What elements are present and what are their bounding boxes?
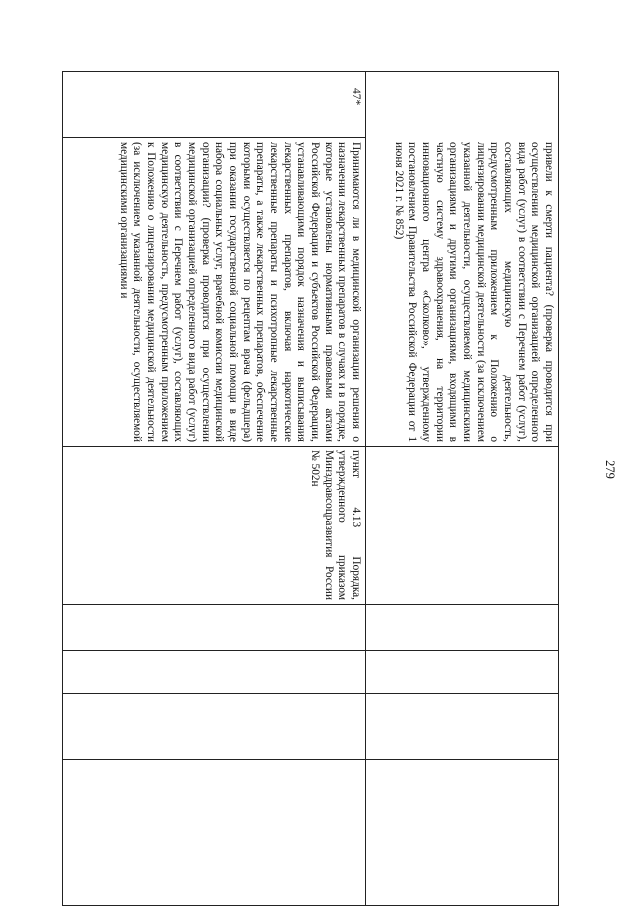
- row-47-reference-text: пункт 4.13 Порядка, утвержденного приказом Минздравсоцразвития России № 502н: [309, 450, 362, 600]
- col-number-separator: [62, 137, 365, 138]
- col-yes-separator: [62, 650, 559, 651]
- page-number: 279: [602, 460, 617, 479]
- row-47-requirement-text: Принимаются ли в медицинской организации решения о назначении лекарственных препаратов в случаях и в порядке, которые установлены нормативными правовыми актами Российской Федерации и субъектов Российской Федерации, устанавливающими порядок назначения и выписывания лекарственных препаратов, включая наркотические лекарственные препараты и психотропные лекарственные препараты, а также лекарственных препаратов, обеспечение которыми осуществляется по рецептам врача (фельдшера) при оказании государственной социальной помощи в виде набора социальных услуг, врачебной комиссии медицинской организации? (проверка проводится при осуществлении медицинской организацией определенного вида работ (услуг) в соответствии с Перечнем работ (услуг), составляющих медицинскую деятельность, предусмотренным приложением к Положению о лицензировании медицинской деятельности (за исключением указанной деятельности, осуществляемой медицинскими организациями и: [117, 142, 362, 442]
- row-47-number: 47*: [350, 88, 362, 106]
- prev-row-requirement-cell: [365, 142, 555, 442]
- col-requirement-separator: [62, 446, 559, 447]
- table-border-top: [62, 71, 559, 72]
- prev-row-requirement-text: привели к смерти пациента? (проверка проводится при осуществлении медицинской организацией определенного вида работ (услуг) в соответствии с Перечнем работ (услуг), составляющих медицинскую деятельность, предусмотренным приложением к Положению о лицензировании медицинской деятельности (за исключением указанной деятельности, осуществляемой медицинскими организациями и другими организациями, входящими в частную систему здравоохранения, на территории инновационного центра «Сколково», утвержденному постановлением Правительства Российской Федерации от 1 июня 2021 г. № 852): [392, 142, 555, 442]
- col-na-separator: [62, 759, 559, 760]
- row-47-requirement-cell: [62, 142, 362, 442]
- row-47-reference-cell: [282, 450, 362, 600]
- table-border-right: [558, 71, 559, 905]
- col-no-separator: [62, 693, 559, 694]
- col-reference-separator: [62, 604, 559, 605]
